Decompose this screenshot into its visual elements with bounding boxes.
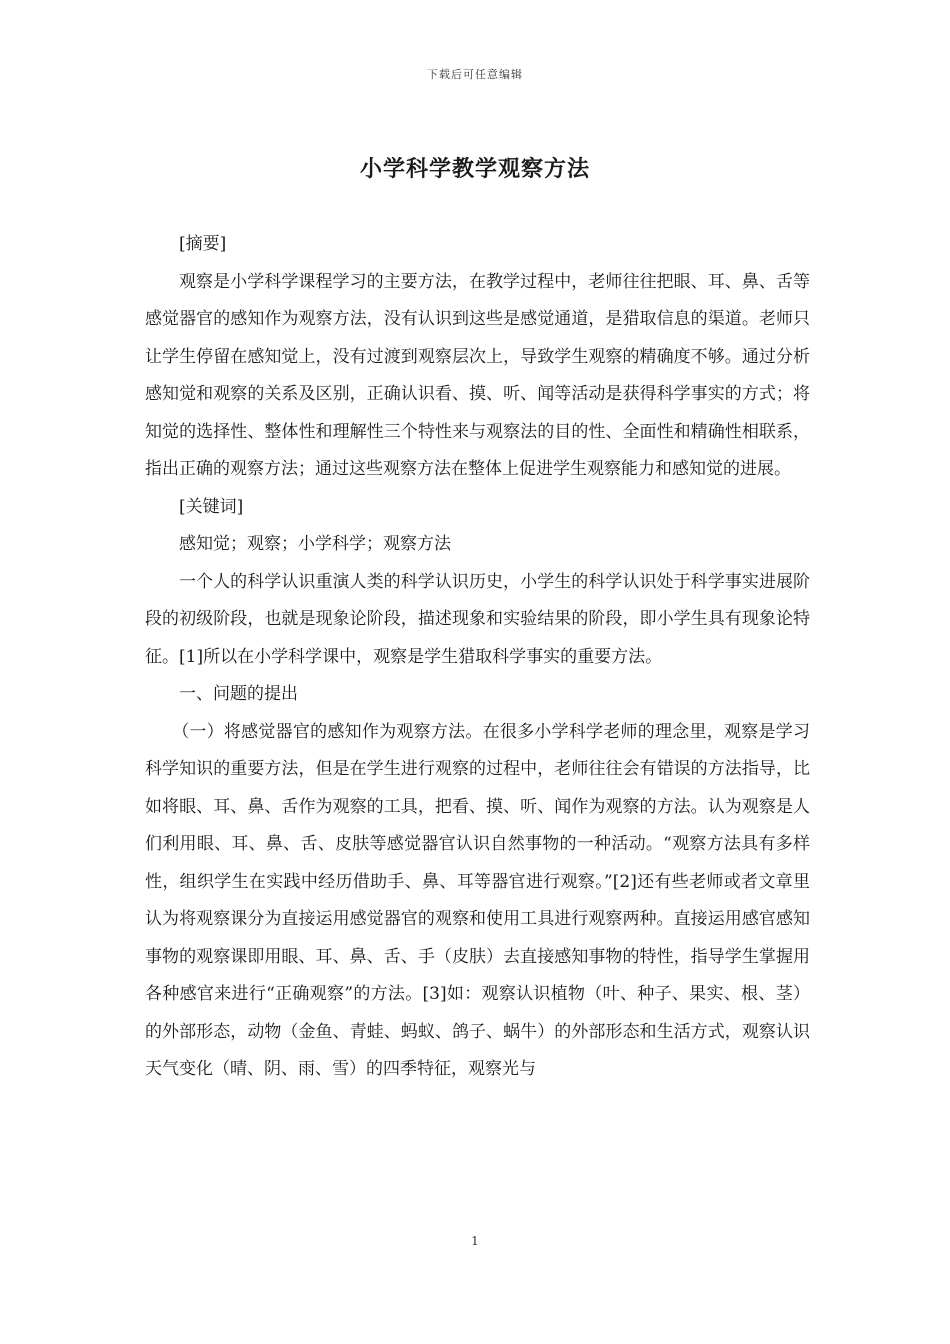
abstract-paragraph: 观察是小学科学课程学习的主要方法，在教学过程中，老师往往把眼、耳、鼻、舌等感觉器官的感知作为观察方法，没有认识到这些是感觉通道，是猎取信息的渠道。老师只让学生停留在感知觉上，没有过渡到观察层次上，导致学生观察的精确度不够。通过分析感知觉和观察的关系及区别，正确认识看、摸、听、闻等活动是获得科学事实的方式；将知觉的选择性、整体性和理解性三个特性来与观察法的目的性、全面性和精确性相联系，指出正确的观察方法；通过这些观察方法在整体上促进学生观察能力和感知觉的进展。 (145, 271, 810, 479)
keywords-list: 感知觉；观察；小学科学；观察方法 (179, 534, 451, 554)
keywords-heading: [关键词] (179, 496, 244, 517)
document-body (145, 226, 810, 1089)
section-heading: 一、问题的提出 (179, 684, 298, 704)
intro-paragraph: 一个人的科学认识重演人类的科学认识历史，小学生的科学认识处于科学事实进展阶段的初级阶段，也就是现象论阶段，描述现象和实验结果的阶段，即小学生具有现象论特征。[1]所以在小学科学课中，观察是学生猎取科学事实的重要方法。 (145, 571, 810, 667)
document-title: 小学科学教学观察方法 (359, 156, 590, 182)
section-paragraph: （一）将感觉器官的感知作为观察方法。在很多小学科学老师的理念里，观察是学习科学知识的重要方法，但是在学生进行观察的过程中，老师往往会有错误的方法指导，比如将眼、耳、鼻、舌作为观察的工具，把看、摸、听、闻作为观察的方法。认为观察是人们利用眼、耳、鼻、舌、皮肤等感觉器官认识自然事物的一种活动。“观察方法具有多样性，组织学生在实践中经历借助手、鼻、耳等器官进行观察。”[2]还有些老师或者文章里认为将观察课分为直接运用感觉器官的观察和使用工具进行观察两种。直接运用感官感知事物的观察课即用眼、耳、鼻、舌、手（皮肤）去直接感知事物的特性，指导学生掌握用各种感官来进行“正确观察”的方法。[3]如：观察认识植物（叶、种子、果实、根、茎）的外部形态，动物（金鱼、青蛙、蚂蚁、鸽子、蜗牛）的外部形态和生活方式，观察认识天气变化（晴、阴、雨、雪）的四季特征，观察光与 (145, 721, 810, 1079)
page-number: 1 (471, 1234, 479, 1248)
page-header: 下载后可任意编辑 (427, 68, 523, 81)
abstract-heading: [摘要] (179, 234, 227, 254)
